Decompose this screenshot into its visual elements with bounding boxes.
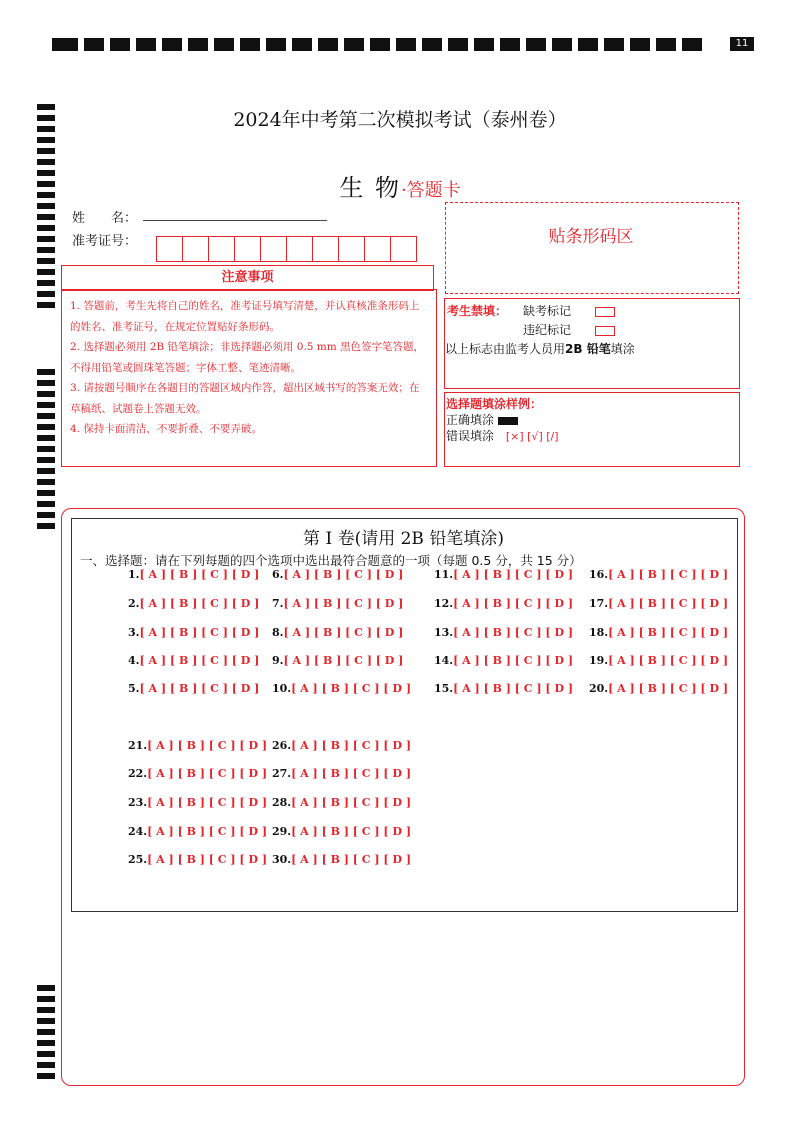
violation-mark-box[interactable] bbox=[595, 326, 615, 336]
timing-mark bbox=[37, 148, 55, 154]
answer-options[interactable]: [ A ] [ B ] [ C ] [ D ] bbox=[608, 682, 729, 695]
answer-options[interactable]: [ A ] [ B ] [ C ] [ D ] bbox=[453, 626, 574, 639]
question-22-row[interactable] bbox=[128, 767, 267, 780]
timing-mark bbox=[240, 38, 260, 51]
forbid-note-bold: 2B 铅笔 bbox=[565, 342, 611, 356]
left-timing-marks-bottom bbox=[37, 985, 55, 1079]
question-number: 17. bbox=[589, 597, 609, 610]
timing-mark bbox=[37, 380, 55, 386]
absent-label: 缺考标记 bbox=[523, 304, 572, 318]
question-2-row[interactable] bbox=[128, 597, 259, 610]
question-3-row[interactable] bbox=[128, 626, 259, 639]
absent-mark-box[interactable] bbox=[595, 307, 615, 317]
question-number: 10. bbox=[272, 682, 292, 695]
question-21-row[interactable] bbox=[128, 739, 267, 752]
question-15-row[interactable] bbox=[434, 682, 573, 695]
question-number: 9. bbox=[272, 654, 284, 667]
question-8-row[interactable] bbox=[272, 626, 403, 639]
answer-options[interactable]: [ A ] [ B ] [ C ] [ D ] bbox=[147, 767, 268, 780]
answer-options[interactable]: [ A ] [ B ] [ C ] [ D ] bbox=[608, 626, 729, 639]
timing-mark bbox=[37, 269, 55, 275]
timing-mark bbox=[188, 38, 208, 51]
question-10-row[interactable] bbox=[272, 682, 411, 695]
left-timing-marks-middle bbox=[37, 369, 55, 529]
question-5-row[interactable] bbox=[128, 682, 259, 695]
timing-mark bbox=[656, 38, 676, 51]
answer-options[interactable]: [ A ] [ B ] [ C ] [ D ] bbox=[291, 767, 412, 780]
question-14-row[interactable] bbox=[434, 654, 573, 667]
timing-mark bbox=[37, 1051, 55, 1057]
question-12-row[interactable] bbox=[434, 597, 573, 610]
subject-suffix: ·答题卡 bbox=[400, 180, 461, 201]
timing-mark bbox=[37, 512, 55, 518]
answer-options[interactable]: [ A ] [ B ] [ C ] [ D ] bbox=[291, 739, 412, 752]
question-28-row[interactable] bbox=[272, 796, 411, 809]
timing-mark bbox=[292, 38, 312, 51]
answer-options[interactable]: [ A ] [ B ] [ C ] [ D ] bbox=[139, 626, 260, 639]
notice-box bbox=[61, 289, 437, 467]
name-label: 姓 名： bbox=[72, 211, 138, 226]
subject-name: 生 物 bbox=[339, 174, 401, 202]
question-number: 26. bbox=[272, 739, 292, 752]
question-number: 20. bbox=[589, 682, 609, 695]
id-digit-box[interactable] bbox=[390, 236, 417, 262]
notice-item: 1. 答题前，考生先将自己的姓名，准考证号填写清楚，并认真核准条形码上的姓名、准考证号，在规定位置贴好条形码。 bbox=[70, 300, 420, 333]
timing-mark bbox=[578, 38, 598, 51]
question-7-row[interactable] bbox=[272, 597, 403, 610]
timing-mark bbox=[214, 38, 234, 51]
timing-mark bbox=[84, 38, 104, 51]
question-number: 14. bbox=[434, 654, 454, 667]
answer-options[interactable]: [ A ] [ B ] [ C ] [ D ] bbox=[139, 597, 260, 610]
timing-mark bbox=[630, 38, 650, 51]
question-6-row[interactable] bbox=[272, 568, 403, 581]
answer-options[interactable]: [ A ] [ B ] [ C ] [ D ] bbox=[147, 796, 268, 809]
question-number: 7. bbox=[272, 597, 284, 610]
question-number: 19. bbox=[589, 654, 609, 667]
timing-mark bbox=[37, 137, 55, 143]
violation-label: 违纪标记 bbox=[523, 323, 572, 337]
timing-mark bbox=[110, 38, 130, 51]
answer-options[interactable]: [ A ] [ B ] [ C ] [ D ] bbox=[453, 654, 574, 667]
id-digit-box[interactable] bbox=[338, 236, 365, 262]
name-field[interactable] bbox=[143, 220, 327, 221]
question-number: 6. bbox=[272, 568, 284, 581]
notice-item: 3. 请按题号顺序在各题目的答题区域内作答，超出区域书写的答案无效；在草稿纸、试题卷上答题无效。 bbox=[70, 382, 420, 415]
top-timing-marks bbox=[52, 38, 732, 51]
timing-mark bbox=[448, 38, 468, 51]
timing-mark bbox=[500, 38, 520, 51]
timing-mark bbox=[37, 468, 55, 474]
question-19-row[interactable] bbox=[589, 654, 728, 667]
question-number: 29. bbox=[272, 825, 292, 838]
timing-mark bbox=[370, 38, 390, 51]
barcode-label: 贴条形码区 bbox=[548, 227, 634, 247]
forbid-note: 以上标志由监考人员用 bbox=[445, 342, 566, 356]
timing-mark bbox=[37, 1029, 55, 1035]
subject-title bbox=[0, 168, 800, 203]
id-digit-box[interactable] bbox=[234, 236, 261, 262]
barcode-area bbox=[445, 202, 739, 294]
question-1-row[interactable] bbox=[128, 568, 259, 581]
timing-mark bbox=[37, 457, 55, 463]
answer-options[interactable]: [ A ] [ B ] [ C ] [ D ] bbox=[147, 825, 268, 838]
timing-mark bbox=[37, 446, 55, 452]
question-number: 16. bbox=[589, 568, 609, 581]
question-number: 8. bbox=[272, 626, 284, 639]
answer-options[interactable]: [ A ] [ B ] [ C ] [ D ] bbox=[608, 654, 729, 667]
id-digit-box[interactable] bbox=[364, 236, 391, 262]
timing-mark bbox=[52, 38, 78, 51]
question-number: 13. bbox=[434, 626, 454, 639]
question-number: 18. bbox=[589, 626, 609, 639]
answer-options[interactable]: [ A ] [ B ] [ C ] [ D ] bbox=[291, 825, 412, 838]
fill-sample-box bbox=[444, 392, 740, 467]
timing-mark bbox=[682, 38, 702, 51]
id-label: 准考证号： bbox=[72, 234, 138, 249]
question-number: 11. bbox=[434, 568, 454, 581]
question-number: 22. bbox=[128, 767, 148, 780]
section-question: 一、选择题：请在下列每题的四个选项中选出最符合题意的一项（每题 0.5 分，共 15 分） bbox=[80, 553, 582, 568]
answer-options[interactable]: [ A ] [ B ] [ C ] [ D ] bbox=[291, 796, 412, 809]
timing-mark bbox=[37, 501, 55, 507]
timing-mark bbox=[552, 38, 572, 51]
question-number: 2. bbox=[128, 597, 140, 610]
correct-label: 正确填涂 bbox=[446, 413, 495, 427]
timing-mark bbox=[37, 413, 55, 419]
timing-mark bbox=[37, 996, 55, 1002]
question-number: 15. bbox=[434, 682, 454, 695]
question-number: 21. bbox=[128, 739, 148, 752]
timing-mark bbox=[37, 258, 55, 264]
answer-options[interactable]: [ A ] [ B ] [ C ] [ D ] bbox=[139, 654, 260, 667]
question-25-row[interactable] bbox=[128, 853, 267, 866]
answer-options[interactable]: [ A ] [ B ] [ C ] [ D ] bbox=[608, 568, 729, 581]
id-digit-box[interactable] bbox=[156, 236, 183, 262]
answer-options[interactable]: [ A ] [ B ] [ C ] [ D ] bbox=[139, 682, 260, 695]
correct-fill-sample bbox=[498, 417, 518, 425]
timing-mark bbox=[37, 280, 55, 286]
timing-mark bbox=[37, 523, 55, 529]
answer-options[interactable]: [ A ] [ B ] [ C ] [ D ] bbox=[291, 682, 412, 695]
id-digit-box[interactable] bbox=[182, 236, 209, 262]
timing-mark bbox=[266, 38, 286, 51]
answer-options[interactable]: [ A ] [ B ] [ C ] [ D ] bbox=[453, 682, 574, 695]
timing-mark bbox=[37, 225, 55, 231]
question-13-row[interactable] bbox=[434, 626, 573, 639]
timing-mark bbox=[526, 38, 546, 51]
id-digit-box[interactable] bbox=[286, 236, 313, 262]
left-timing-marks-top bbox=[37, 104, 55, 308]
answer-options[interactable]: [ A ] [ B ] [ C ] [ D ] bbox=[453, 568, 574, 581]
question-number: 28. bbox=[272, 796, 292, 809]
timing-mark bbox=[37, 1073, 55, 1079]
notice-item: 2. 选择题必须用 2B 铅笔填涂；非选择题必须用 0.5 mm 黑色签字笔答题，不得用铅笔或圆珠笔答题；字体工整、笔迹清晰。 bbox=[70, 341, 425, 374]
question-number: 24. bbox=[128, 825, 148, 838]
id-digit-box[interactable] bbox=[312, 236, 339, 262]
id-digit-box[interactable] bbox=[260, 236, 287, 262]
question-27-row[interactable] bbox=[272, 767, 411, 780]
timing-mark bbox=[37, 479, 55, 485]
answer-options[interactable]: [ A ] [ B ] [ C ] [ D ] bbox=[283, 654, 404, 667]
timing-mark bbox=[37, 490, 55, 496]
answer-options[interactable]: [ A ] [ B ] [ C ] [ D ] bbox=[291, 853, 412, 866]
question-number: 4. bbox=[128, 654, 140, 667]
question-18-row[interactable] bbox=[589, 626, 728, 639]
question-17-row[interactable] bbox=[589, 597, 728, 610]
timing-mark bbox=[37, 1018, 55, 1024]
answer-options[interactable]: [ A ] [ B ] [ C ] [ D ] bbox=[283, 597, 404, 610]
question-26-row[interactable] bbox=[272, 739, 411, 752]
answer-options[interactable]: [ A ] [ B ] [ C ] [ D ] bbox=[283, 626, 404, 639]
answer-options[interactable]: [ A ] [ B ] [ C ] [ D ] bbox=[139, 568, 260, 581]
page-number: 11 bbox=[730, 37, 754, 51]
timing-mark bbox=[344, 38, 364, 51]
timing-mark bbox=[136, 38, 156, 51]
timing-mark bbox=[37, 291, 55, 297]
forbid-note-end: 填涂 bbox=[610, 342, 635, 356]
question-number: 23. bbox=[128, 796, 148, 809]
question-number: 25. bbox=[128, 853, 148, 866]
timing-mark bbox=[37, 302, 55, 308]
question-24-row[interactable] bbox=[128, 825, 267, 838]
answer-options[interactable]: [ A ] [ B ] [ C ] [ D ] bbox=[608, 597, 729, 610]
question-30-row[interactable] bbox=[272, 853, 411, 866]
question-number: 12. bbox=[434, 597, 454, 610]
question-number: 3. bbox=[128, 626, 140, 639]
timing-mark bbox=[162, 38, 182, 51]
answer-options[interactable]: [ A ] [ B ] [ C ] [ D ] bbox=[147, 853, 268, 866]
question-number: 1. bbox=[128, 568, 140, 581]
timing-mark bbox=[422, 38, 442, 51]
question-23-row[interactable] bbox=[128, 796, 267, 809]
id-digit-box[interactable] bbox=[208, 236, 235, 262]
examinee-forbidden-box bbox=[444, 298, 740, 389]
sample-title: 选择题填涂样例： bbox=[446, 397, 543, 411]
question-29-row[interactable] bbox=[272, 825, 411, 838]
question-16-row[interactable] bbox=[589, 568, 728, 581]
answer-options[interactable]: [ A ] [ B ] [ C ] [ D ] bbox=[147, 739, 268, 752]
timing-mark bbox=[37, 402, 55, 408]
timing-mark bbox=[37, 1040, 55, 1046]
timing-mark bbox=[37, 391, 55, 397]
question-20-row[interactable] bbox=[589, 682, 728, 695]
timing-mark bbox=[37, 369, 55, 375]
timing-mark bbox=[37, 159, 55, 165]
timing-mark bbox=[37, 1062, 55, 1068]
answer-options[interactable]: [ A ] [ B ] [ C ] [ D ] bbox=[453, 597, 574, 610]
wrong-label: 错误填涂 bbox=[446, 429, 495, 443]
answer-options[interactable]: [ A ] [ B ] [ C ] [ D ] bbox=[283, 568, 404, 581]
timing-mark bbox=[37, 214, 55, 220]
timing-mark bbox=[37, 435, 55, 441]
forbid-label: 考生禁填： bbox=[447, 304, 508, 318]
timing-mark bbox=[37, 203, 55, 209]
timing-mark bbox=[474, 38, 494, 51]
wrong-marks: [×] [√] [/] bbox=[505, 430, 559, 443]
exam-title: 2024年中考第二次模拟考试（泰州卷） bbox=[233, 109, 567, 131]
question-number: 5. bbox=[128, 682, 140, 695]
timing-mark bbox=[37, 247, 55, 253]
question-9-row[interactable] bbox=[272, 654, 403, 667]
timing-mark bbox=[37, 236, 55, 242]
notice-item: 4. 保持卡面清洁，不要折叠、不要弄破。 bbox=[70, 423, 262, 435]
timing-mark bbox=[396, 38, 416, 51]
id-number-boxes[interactable] bbox=[156, 236, 416, 262]
notice-title: 注意事项 bbox=[61, 265, 434, 291]
question-11-row[interactable] bbox=[434, 568, 573, 581]
section-title: 第 I 卷(请用 2B 铅笔填涂) bbox=[303, 529, 504, 549]
timing-mark bbox=[37, 1007, 55, 1013]
timing-mark bbox=[37, 985, 55, 991]
timing-mark bbox=[37, 424, 55, 430]
timing-mark bbox=[318, 38, 338, 51]
question-4-row[interactable] bbox=[128, 654, 259, 667]
question-number: 30. bbox=[272, 853, 292, 866]
question-number: 27. bbox=[272, 767, 292, 780]
timing-mark bbox=[604, 38, 624, 51]
